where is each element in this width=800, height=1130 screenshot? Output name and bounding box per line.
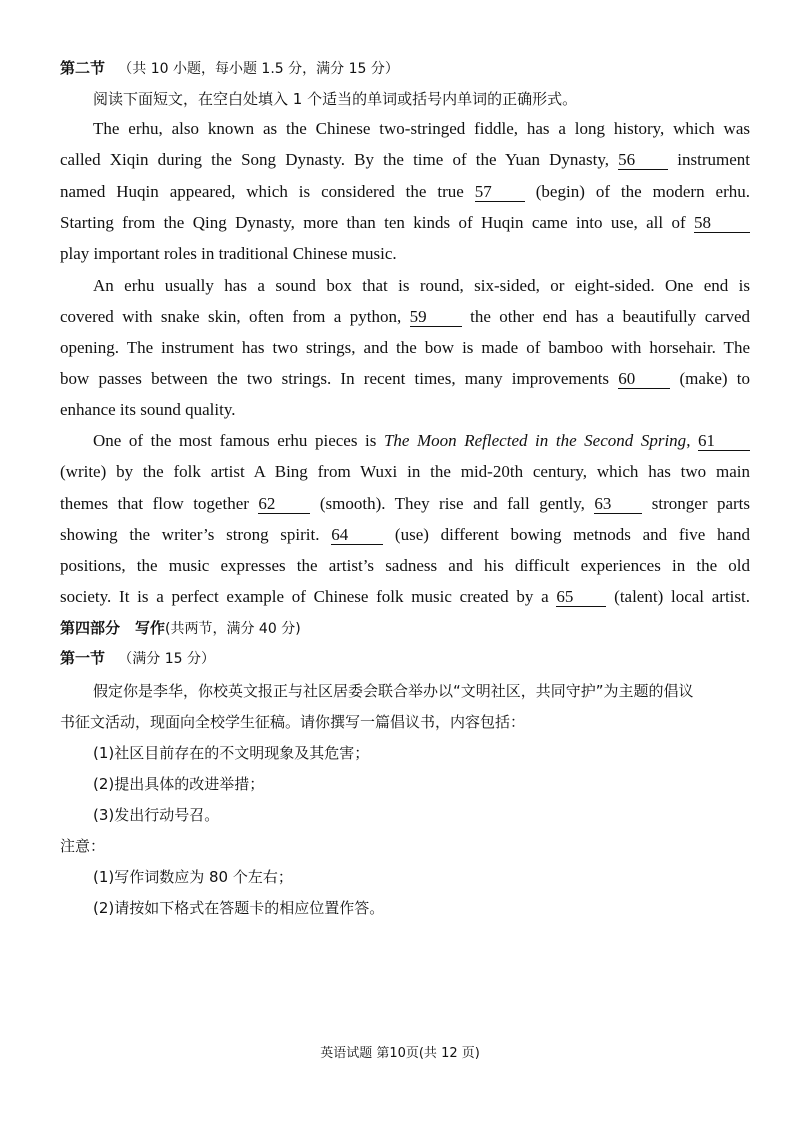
p3-line3-text: themes that flow together xyxy=(60,494,249,513)
p2-line3: opening. The instrument has two strings, and the bow is made of bamboo with horsehair. The xyxy=(60,338,750,357)
blank-59: 59 xyxy=(410,308,462,327)
section-title: 第二节 xyxy=(60,59,106,77)
blank-65: 65 xyxy=(556,588,606,607)
writing-section-title: 第一节 xyxy=(60,649,106,667)
p1-line2 xyxy=(60,150,750,170)
p3-line6 xyxy=(60,587,750,607)
prompt-line1: 假定你是李华，你校英文报正与社区居委会联合举办以“文明社区，共同守护”为主题的倡议 xyxy=(93,682,694,700)
p3-line6-text: society. It is a perfect example of Chinese folk music created by a xyxy=(60,587,549,606)
blank-64: 64 xyxy=(331,526,383,545)
prompt-item: (2)提出具体的改进举措； xyxy=(93,775,265,793)
blank-61: 61 xyxy=(698,432,750,451)
p2-line2 xyxy=(60,307,750,327)
note-item: (2)请按如下格式在答题卡的相应位置作答。 xyxy=(93,899,385,917)
section-note: （共 10 小题，每小题 1.5 分，满分 15 分） xyxy=(118,61,399,77)
p2-line4 xyxy=(60,369,750,389)
page-footer: 英语试题 第10页(共 12 页) xyxy=(320,1046,480,1061)
p2-line4-text: bow passes between the two strings. In recent times, many improvements xyxy=(60,369,610,388)
p3-line3-end: stronger parts xyxy=(651,494,751,513)
blank-60: 60 xyxy=(618,370,670,389)
p3-line6-end: (talent) local artist. xyxy=(614,587,750,606)
blank-56: 56 xyxy=(618,151,668,170)
p2-line1: An erhu usually has a sound box that is round, six-sided, or eight-sided. One end is xyxy=(93,276,750,295)
instruction-text: 阅读下面短文，在空白处填入 1 个适当的单词或括号内单词的正确形式。 xyxy=(93,90,578,108)
p3-comma: , xyxy=(686,431,691,450)
music-title: The Moon Reflected in the Second Spring xyxy=(383,431,687,450)
p1-line3-end: (begin) of the modern erhu. xyxy=(535,182,750,201)
p3-line4 xyxy=(60,525,750,545)
prompt-line2: 书征文活动，现面向全校学生征稿。请你撰写一篇倡议书，内容包括： xyxy=(60,713,526,731)
p2-line2-text: covered with snake skin, often from a python, xyxy=(60,307,402,326)
p1-line4-text: Starting from the Qing Dynasty, more than ten kinds of Huqin came into use, all of xyxy=(60,213,686,232)
prompt-item: (3)发出行动号召。 xyxy=(93,806,220,824)
part4-title: 第四部分 写作 xyxy=(60,619,166,637)
p2-line5: enhance its sound quality. xyxy=(60,400,236,419)
writing-section-note: （满分 15 分） xyxy=(118,651,215,667)
p1-line1: The erhu, also known as the Chinese two-stringed fiddle, has a long history, which was xyxy=(93,119,750,138)
p2-line4-end: (make) to xyxy=(679,369,750,388)
p3-line5: positions, the music expresses the artist’s sadness and his difficult experiences in the old xyxy=(60,556,750,575)
p1-line3 xyxy=(60,182,750,202)
blank-62: 62 xyxy=(258,495,310,514)
p1-line2-end: instrument xyxy=(677,150,750,169)
blank-57: 57 xyxy=(475,183,525,202)
p3-line2: (write) by the folk artist A Bing from Wuxi in the mid-20th century, which has two main xyxy=(60,462,750,481)
p3-line1-text: One of the most famous erhu pieces is xyxy=(93,431,377,450)
p1-line2-text: called Xiqin during the Song Dynasty. By the time of the Yuan Dynasty, xyxy=(60,150,609,169)
p3-line4-end: (use) different bowing metnods and five hand xyxy=(394,525,751,544)
p3-line3-mid: (smooth). They rise and fall gently, xyxy=(319,494,585,513)
blank-58: 58 xyxy=(694,214,750,233)
blank-63: 63 xyxy=(594,495,642,514)
p2-line2-end: the other end has a beautifully carved xyxy=(470,307,750,326)
note-item: (1)写作词数应为 80 个左右； xyxy=(93,868,293,886)
p3-line4-text: showing the writer’s strong spirit. xyxy=(60,525,320,544)
p1-line4 xyxy=(60,213,750,233)
writing-section-heading xyxy=(60,648,750,669)
p3-line1 xyxy=(93,431,750,451)
p1-line5: play important roles in traditional Chinese music. xyxy=(60,244,397,263)
notes-title: 注意： xyxy=(60,837,106,855)
part4-heading xyxy=(60,618,750,639)
prompt-item: (1)社区目前存在的不文明现象及其危害； xyxy=(93,744,370,762)
p1-line3-text: named Huqin appeared, which is considered the true xyxy=(60,182,464,201)
section-heading xyxy=(60,58,750,79)
part4-note: (共两节，满分 40 分) xyxy=(165,621,301,637)
p3-line3 xyxy=(60,494,750,514)
